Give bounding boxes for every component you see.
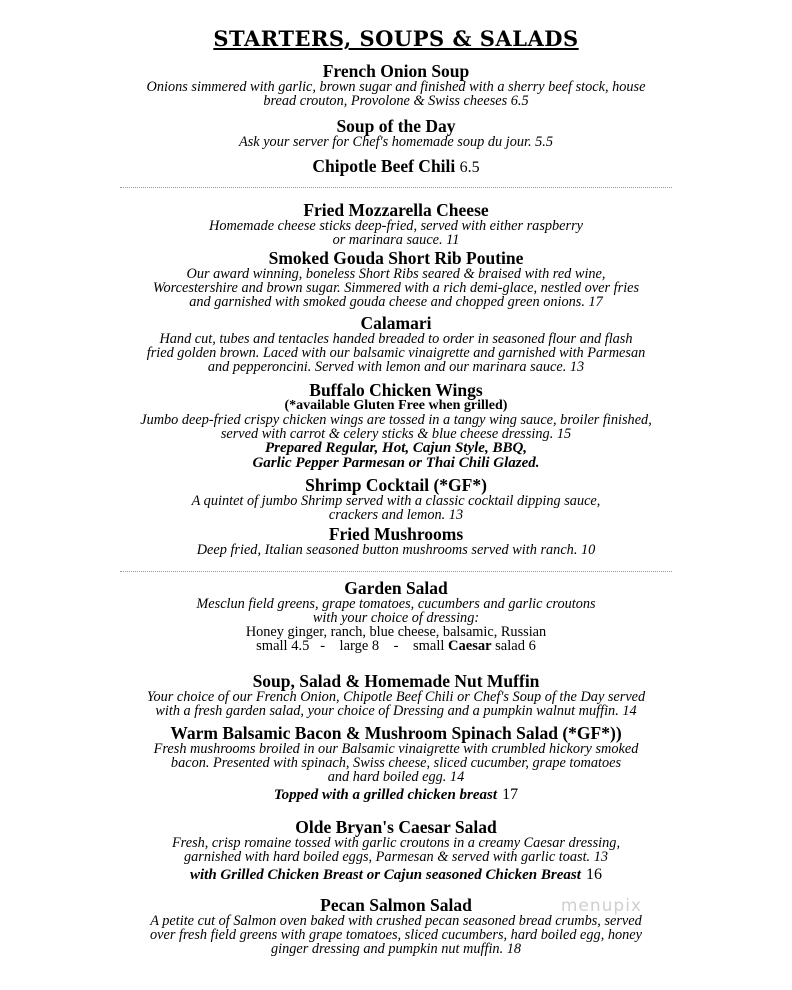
size-caesar-prefix: small <box>412 638 445 654</box>
item-description: Our award winning, boneless Short Ribs seared & braised with red wine, <box>186 266 606 282</box>
menu-item-short-rib-poutine <box>100 249 692 309</box>
item-description: Your choice of our French Onion, Chipotle Beef Chili or Chef's Soup of the Day served <box>146 689 646 705</box>
menu-item-shrimp-cocktail <box>100 476 692 522</box>
section-divider <box>120 571 672 572</box>
item-description: A quintet of jumbo Shrimp served with a classic cocktail dipping sauce, <box>191 493 601 509</box>
item-description: Mesclun field greens, grape tomatoes, cucumbers and garlic croutons <box>196 596 596 612</box>
salad-sizes <box>100 639 692 653</box>
menu-section-title: STARTERS, SOUPS & SALADS <box>213 26 579 51</box>
item-name: Olde Bryan's Caesar Salad <box>295 817 497 837</box>
item-name: Smoked Gouda Short Rib Poutine <box>268 248 524 268</box>
item-name: Fried Mushrooms <box>328 524 464 544</box>
item-description: Fresh mushrooms broiled in our Balsamic vinaigrette with crumbled hickory smoked <box>153 741 639 757</box>
item-addon-price: 17 <box>502 786 519 803</box>
item-description: Homemade cheese sticks deep-fried, served with either raspberry <box>209 218 583 234</box>
size-small: small 4.5 <box>256 638 310 654</box>
menu-item-soup-of-the-day <box>100 117 692 149</box>
size-large: large 8 <box>339 638 380 654</box>
item-description: bread crouton, Provolone & Swiss cheeses 6.5 <box>263 93 529 109</box>
item-name: French Onion Soup <box>322 61 470 81</box>
item-description: ginger dressing and pumpkin nut muffin. 18 <box>270 941 522 957</box>
item-description: bacon. Presented with spinach, Swiss cheese, sliced cucumber, grape tomatoes <box>170 755 622 771</box>
item-description: A petite cut of Salmon oven baked with crushed pecan seasoned bread crumbs, served <box>150 913 642 929</box>
item-addon: with Grilled Chicken Breast or Cajun seasoned Chicken Breast <box>190 867 581 883</box>
menu-item-calamari <box>100 314 692 374</box>
item-note: (*available Gluten Free when grilled) <box>284 398 508 413</box>
menu-item-fried-mushrooms <box>100 525 692 557</box>
section-divider <box>120 187 672 188</box>
menu-item-french-onion-soup <box>100 62 692 108</box>
item-description: with a fresh garden salad, your choice of Dressing and a pumpkin walnut muffin. 14 <box>155 703 637 719</box>
item-description: garnished with hard boiled eggs, Parmesan & served with garlic toast. 13 <box>184 849 608 865</box>
item-name: Buffalo Chicken Wings <box>309 380 483 400</box>
menu-item-garden-salad <box>100 579 692 653</box>
item-description: Onions simmered with garlic, brown sugar and finished with a sherry beef stock, house <box>146 79 646 95</box>
item-description: Fresh, crisp romaine tossed with garlic croutons in a creamy Caesar dressing, <box>171 835 621 851</box>
menu-item-caesar-salad <box>100 818 692 884</box>
item-description: and garnished with smoked gouda cheese and chopped green onions. 17 <box>189 294 603 310</box>
item-name: Pecan Salmon Salad <box>320 895 472 915</box>
item-description: fried golden brown. Laced with our balsamic vinaigrette and garnished with Parmesan <box>146 345 646 361</box>
item-description: Honey ginger, ranch, blue cheese, balsamic, Russian <box>245 624 547 640</box>
item-description: or marinara sauce. 11 <box>332 232 460 248</box>
size-caesar-label: Caesar <box>448 638 492 654</box>
item-description: with your choice of dressing: <box>312 610 480 626</box>
item-description: Deep fried, Italian seasoned button mushrooms served with ranch. 10 <box>196 542 596 558</box>
item-description: Hand cut, tubes and tentacles handed breaded to order in seasoned flour and flash <box>159 331 633 347</box>
item-name: Warm Balsamic Bacon & Mushroom Spinach Salad (*GF*)) <box>170 723 622 743</box>
item-addon: Topped with a grilled chicken breast <box>273 787 498 803</box>
menu-item-spinach-salad <box>100 724 692 804</box>
menu-item-chipotle-beef-chili <box>100 157 692 177</box>
item-description: Ask your server for Chef's homemade soup du jour. 5.5 <box>239 134 553 150</box>
item-description: over fresh field greens with grape tomatoes, sliced cucumbers, hard boiled egg, honey <box>150 927 642 943</box>
item-name: Soup, Salad & Homemade Nut Muffin <box>252 671 540 691</box>
item-options: Prepared Regular, Hot, Cajun Style, BBQ, <box>264 440 528 456</box>
size-caesar-price: salad 6 <box>495 638 536 654</box>
item-price: 6.5 <box>459 159 480 176</box>
item-description: served with carrot & celery sticks & blue cheese dressing. 15 <box>220 426 572 442</box>
item-description: and hard boiled egg. 14 <box>327 769 465 785</box>
menu-item-fried-mozzarella <box>100 201 692 247</box>
item-description: Jumbo deep-fried crispy chicken wings are tossed in a tangy wing sauce, broiler finished, <box>140 412 652 428</box>
menu-item-soup-salad-muffin <box>100 672 692 718</box>
item-name: Fried Mozzarella Cheese <box>303 200 489 220</box>
item-name: Garden Salad <box>344 578 448 598</box>
item-description: and pepperoncini. Served with lemon and our marinara sauce. 13 <box>207 359 585 375</box>
watermark: menupix <box>560 896 642 916</box>
item-description: Worcestershire and brown sugar. Simmered with a rich demi-glace, nestled over fries <box>152 280 640 296</box>
item-name: Shrimp Cocktail (*GF*) <box>305 475 487 495</box>
size-separator: - <box>320 638 326 654</box>
item-name: Soup of the Day <box>336 116 456 136</box>
item-addon-price: 16 <box>586 866 602 883</box>
menu-item-buffalo-wings <box>100 381 692 471</box>
item-description: crackers and lemon. 13 <box>328 507 464 523</box>
item-options: Garlic Pepper Parmesan or Thai Chili Glazed. <box>252 455 540 471</box>
size-separator: - <box>393 638 399 654</box>
item-name: Calamari <box>360 313 432 333</box>
item-name: Chipotle Beef Chili <box>312 156 456 176</box>
